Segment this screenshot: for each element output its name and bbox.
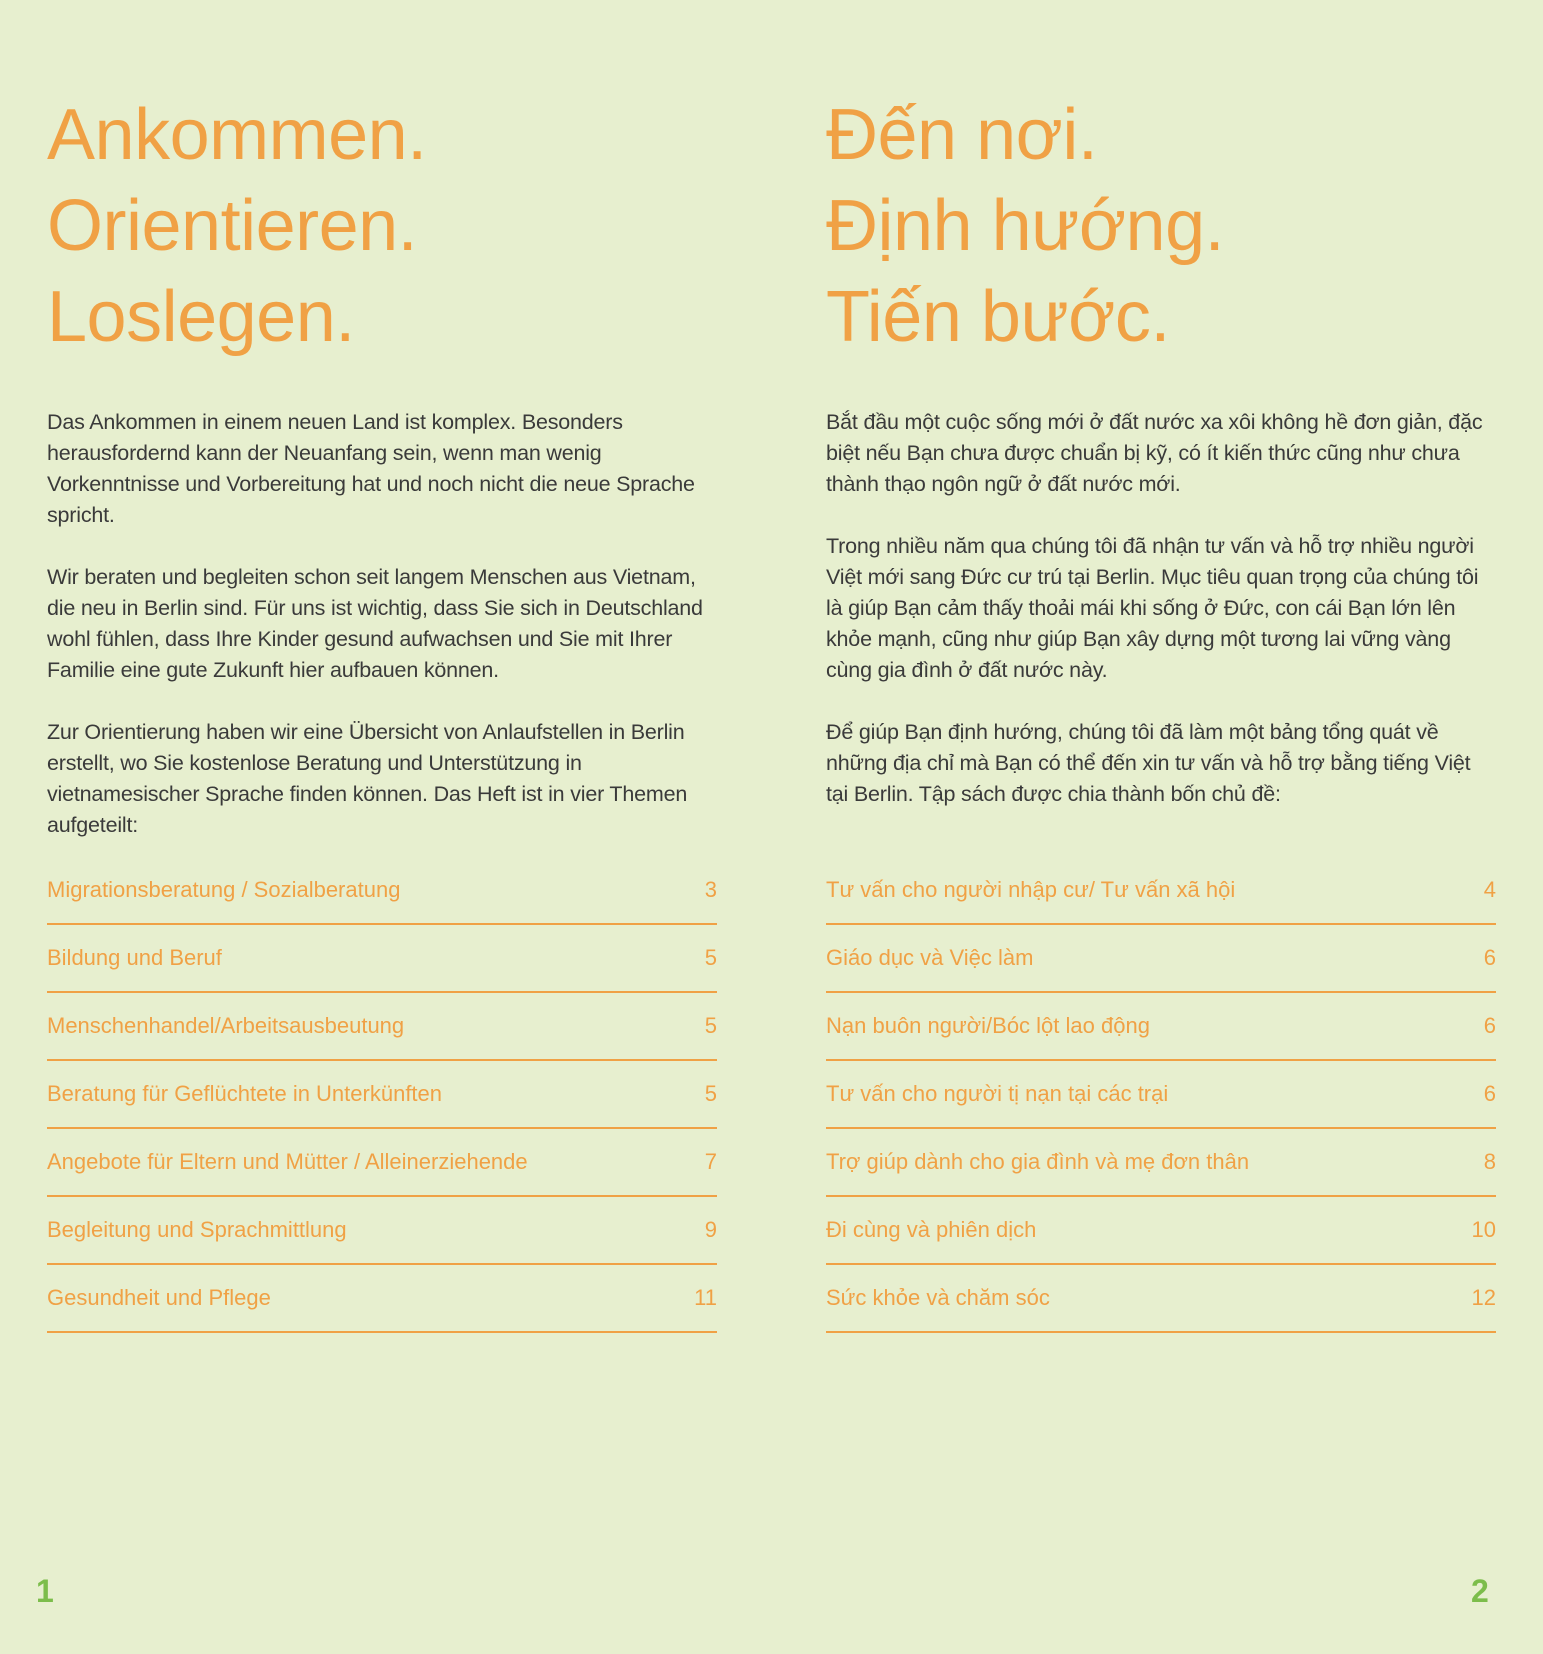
toc-item[interactable] — [47, 857, 717, 925]
toc-item[interactable] — [826, 1129, 1496, 1197]
toc-item-page: 4 — [1483, 877, 1496, 902]
vietnamese-table-of-contents — [826, 857, 1496, 1333]
german-title-line-2: Orientieren. — [47, 186, 418, 266]
german-intro — [47, 407, 717, 857]
page-number-right: 2 — [1471, 1573, 1489, 1609]
vietnamese-intro — [826, 407, 1496, 857]
toc-item-label: Gesundheit und Pflege — [47, 1285, 271, 1310]
german-title-line-1: Ankommen. — [47, 95, 427, 175]
page-number-left: 1 — [36, 1573, 54, 1609]
german-paragraph-1: Das Ankommen in einem neuen Land ist komplex. Besonders herausfordernd kann der Neuanfang sein, wenn man wenig Vorkenntnisse und Vorbereitung hat und noch nicht die neue Sprache spricht. — [47, 410, 695, 527]
german-title-line-3: Loslegen. — [47, 277, 355, 357]
vietnamese-paragraph-2: Trong nhiều năm qua chúng tôi đã nhận tư vấn và hỗ trợ nhiều người Việt mới sang Đức cư trú tại Berlin. Mục tiêu quan trọng của chúng tôi là giúp Bạn cảm thấy thoải mái khi sống ở Đức, con cái Bạn lớn lên khỏe mạnh, cũng như giúp Bạn xây dựng một tương lai vững vàng cùng gia đình ở đất nước này. — [826, 534, 1479, 682]
toc-item-page: 5 — [704, 1081, 717, 1106]
toc-item-page: 5 — [704, 1013, 717, 1038]
toc-item[interactable] — [826, 993, 1496, 1061]
toc-item-label: Bildung und Beruf — [47, 945, 222, 970]
toc-item-page: 5 — [704, 945, 717, 970]
vietnamese-paragraph-3: Để giúp Bạn định hướng, chúng tôi đã làm một bảng tổng quát về những địa chỉ mà Bạn có thể đến xin tư vấn và hỗ trợ bằng tiếng Việt tại Berlin. Tập sách được chia thành bốn chủ đề: — [826, 720, 1471, 806]
toc-item-page: 6 — [1483, 1081, 1496, 1106]
vietnamese-paragraph-1: Bắt đầu một cuộc sống mới ở đất nước xa xôi không hề đơn giản, đặc biệt nếu Bạn chưa được chuẩn bị kỹ, có ít kiến thức cũng như chưa thành thạo ngôn ngữ ở đất nước mới. — [826, 410, 1483, 496]
toc-item[interactable] — [47, 1265, 717, 1333]
toc-item-page: 3 — [704, 877, 717, 902]
toc-item[interactable] — [47, 1129, 717, 1197]
toc-item-label: Giáo dục và Việc làm — [826, 945, 1034, 970]
toc-item[interactable] — [47, 993, 717, 1061]
german-column — [47, 90, 717, 1333]
toc-item-label: Tư vấn cho người tị nạn tại các trại — [826, 1081, 1169, 1106]
toc-item-label: Tư vấn cho người nhập cư/ Tư vấn xã hội — [826, 877, 1236, 902]
toc-item-page: 12 — [1471, 1285, 1496, 1310]
toc-item[interactable] — [47, 1197, 717, 1265]
toc-item[interactable] — [47, 1061, 717, 1129]
toc-item[interactable] — [826, 857, 1496, 925]
toc-item-label: Nạn buôn người/Bóc lột lao động — [826, 1013, 1150, 1038]
toc-item[interactable] — [826, 1265, 1496, 1333]
toc-item-page: 8 — [1483, 1149, 1496, 1174]
vietnamese-title-line-1: Đến nơi. — [826, 95, 1098, 175]
german-paragraph-2: Wir beraten und begleiten schon seit langem Menschen aus Vietnam, die neu in Berlin sind. Für uns ist wichtig, dass Sie sich in Deutschland wohl fühlen, dass Ihre Kinder gesund aufwachsen und Sie mit Ihrer Familie eine gute Zukunft hier aufbauen können. — [47, 565, 703, 682]
toc-item-page: 9 — [704, 1217, 717, 1242]
toc-item-page: 7 — [704, 1149, 717, 1174]
vietnamese-title-line-2: Định hướng. — [826, 186, 1225, 266]
toc-item-page: 6 — [1483, 1013, 1496, 1038]
toc-item-label: Đi cùng và phiên dịch — [826, 1217, 1037, 1242]
vietnamese-title — [826, 90, 1496, 363]
vietnamese-title-line-3: Tiến bước. — [826, 277, 1170, 357]
toc-item[interactable] — [826, 1197, 1496, 1265]
toc-item[interactable] — [826, 1061, 1496, 1129]
toc-item-label: Trợ giúp dành cho gia đình và mẹ đơn thân — [826, 1149, 1250, 1174]
toc-item[interactable] — [826, 925, 1496, 993]
toc-item-label: Beratung für Geflüchtete in Unterkünften — [47, 1081, 443, 1106]
toc-item-page: 10 — [1471, 1217, 1496, 1242]
toc-item-label: Menschenhandel/Arbeitsausbeutung — [47, 1013, 405, 1038]
toc-item-page: 11 — [694, 1285, 717, 1310]
german-table-of-contents — [47, 857, 717, 1333]
toc-item-label: Sức khỏe và chăm sóc — [826, 1285, 1050, 1310]
toc-item-label: Angebote für Eltern und Mütter / Alleinerziehende — [47, 1149, 528, 1174]
german-paragraph-3: Zur Orientierung haben wir eine Übersicht von Anlaufstellen in Berlin erstellt, wo Sie kostenlose Beratung und Unterstützung in vietnamesischer Sprache finden können. Das Heft ist in vier Themen aufgeteilt: — [47, 720, 688, 837]
german-title — [47, 90, 717, 363]
toc-item[interactable] — [47, 925, 717, 993]
toc-item-page: 6 — [1483, 945, 1496, 970]
toc-item-label: Begleitung und Sprachmittlung — [47, 1217, 347, 1242]
vietnamese-column — [826, 90, 1496, 1333]
toc-item-label: Migrationsberatung / Sozialberatung — [47, 877, 401, 902]
